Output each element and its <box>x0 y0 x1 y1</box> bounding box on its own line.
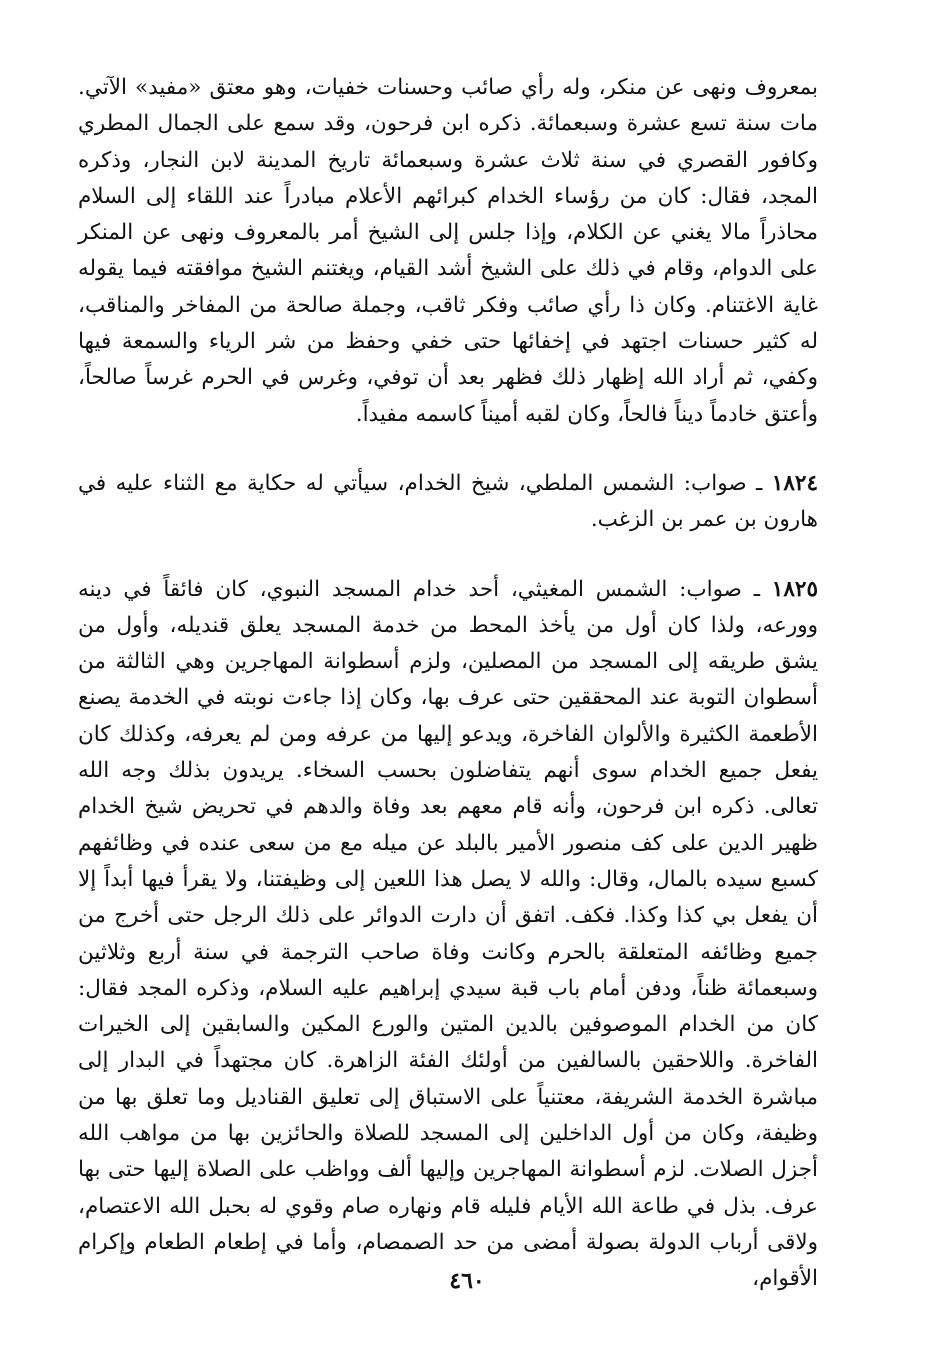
entry-number: ١٨٢٤ <box>771 470 818 496</box>
page-body <box>78 70 818 1298</box>
paragraph-text: بمعروف ونهى عن منكر، وله رأي صائب وحسنات خفيات، وهو معتق «مفيد» الآتي. مات سنة تسع عشرة وسبعمائة. ذكره ابن فرحون، وقد سمع على الجمال المطري وكافور القصري في سنة ثلاث عشرة وسبعمائة تاريخ المدينة لابن النجار، وذكره المجد، فقال: كان من رؤساء الخدام كبرائهم الأعلام مبادراً عند اللقاء إلى السلام محاذراً مالا يغني عن الكلام، وإذا جلس إلى الشيخ أمر بالمعروف ونهى عن المنكر على الدوام، وقام في ذلك على الشيخ أشد القيام، ويغتنم الشيخ موافقته فيما يقوله غاية الاغتنام. وكان ذا رأي صائب وفكر ثاقب، وجملة صالحة من المفاخر والمناقب، له كثير حسنات اجتهد في إخفائها حتى خفي وحفظ من شر الرياء والسمعة فيها وكفي، ثم أراد الله إظهار ذلك فظهر بعد أن توفي، وغرس في الحرم غرساً صالحاً، وأعتق خادماً ديناً فالحاً، وكان لقبه أميناً كاسمه مفيداً. <box>78 75 818 427</box>
entry-number: ١٨٢٥ <box>771 576 818 602</box>
paragraph-continuation <box>78 70 818 433</box>
paragraph-text: ـ صواب: الشمس المغيثي، أحد خدام المسجد النبوي، كان فائقاً في دينه وورعه، ولذا كان أول من يأخذ المحط من خدمة المسجد يعلق قنديله، وأول من يشق طريقه إلى المسجد من المصلين، ولزم أسطوانة المهاجرين وهي الثالثة من أسطوان التوبة عند المحققين حتى عرف بها، وكان إذا جاءت نوبته في الخدمة يصنع الأطعمة الكثيرة والألوان الفاخرة، ويدعو إليها من عرفه ومن لم يعرفه، وكذلك كان يفعل جميع الخدام سوى أنهم يتفاضلون بحسب السخاء. يريدون بذلك وجه الله تعالى. ذكره ابن فرحون، وأنه قام معهم بعد وفاة والدهم في تحريض شيخ الخدام ظهير الدين على كف منصور الأمير بالبلد عن ميله مع من سعى عنده في وظائفهم كسبع سيده بالمال، وقال: والله لا يصل هذا اللعين إلى وظيفتنا، ولا يقرأ فيها أبداً إلا أن يفعل بي كذا وكذا. فكف. اتفق أن دارت الدوائر على ذلك الرجل حتى أخرج من جميع وظائفه المتعلقة بالحرم وكانت وفاة صاحب الترجمة في سنة أربع وثلاثين وسبعمائة ظناً، ودفن أمام باب قبة سيدي إبراهيم عليه السلام، وذكره المجد فقال: كان من الخدام الموصوفين بالدين المتين والورع المكين والسابقين إلى الخيرات الفاخرة. واللاحقين بالسالفين من أولئك الفئة الزاهرة. كان مجتهداً في البدار إلى مباشرة الخدمة الشريفة، معتنياً على الاستباق إلى تعليق القناديل وما تعلق بها من وظيفة، وكان من أول الداخلين إلى المسجد للصلاة والحائزين بها من مواهب الله أجزل الصلات. لزم أسطوانة المهاجرين وإليها ألف وواظب على الصلاة إليها حتى بها عرف. بذل في طاعة الله الأيام فليله قام ونهاره صام وقوي له بحبل الله الاعتصام، ولاقى أرباب الدولة بصولة أمضى من حد الصمصام، وأما في إطعام الطعام وإكرام الأقوام، <box>78 576 818 1292</box>
entry-1824 <box>78 466 818 539</box>
paragraph-text: ـ صواب: الشمس الملطي، شيخ الخدام، سيأتي له حكاية مع الثناء عليه في هارون بن عمر بن الزغب. <box>78 470 818 533</box>
page-number: ٤٦٠ <box>449 1268 485 1294</box>
entry-1825 <box>78 572 818 1298</box>
